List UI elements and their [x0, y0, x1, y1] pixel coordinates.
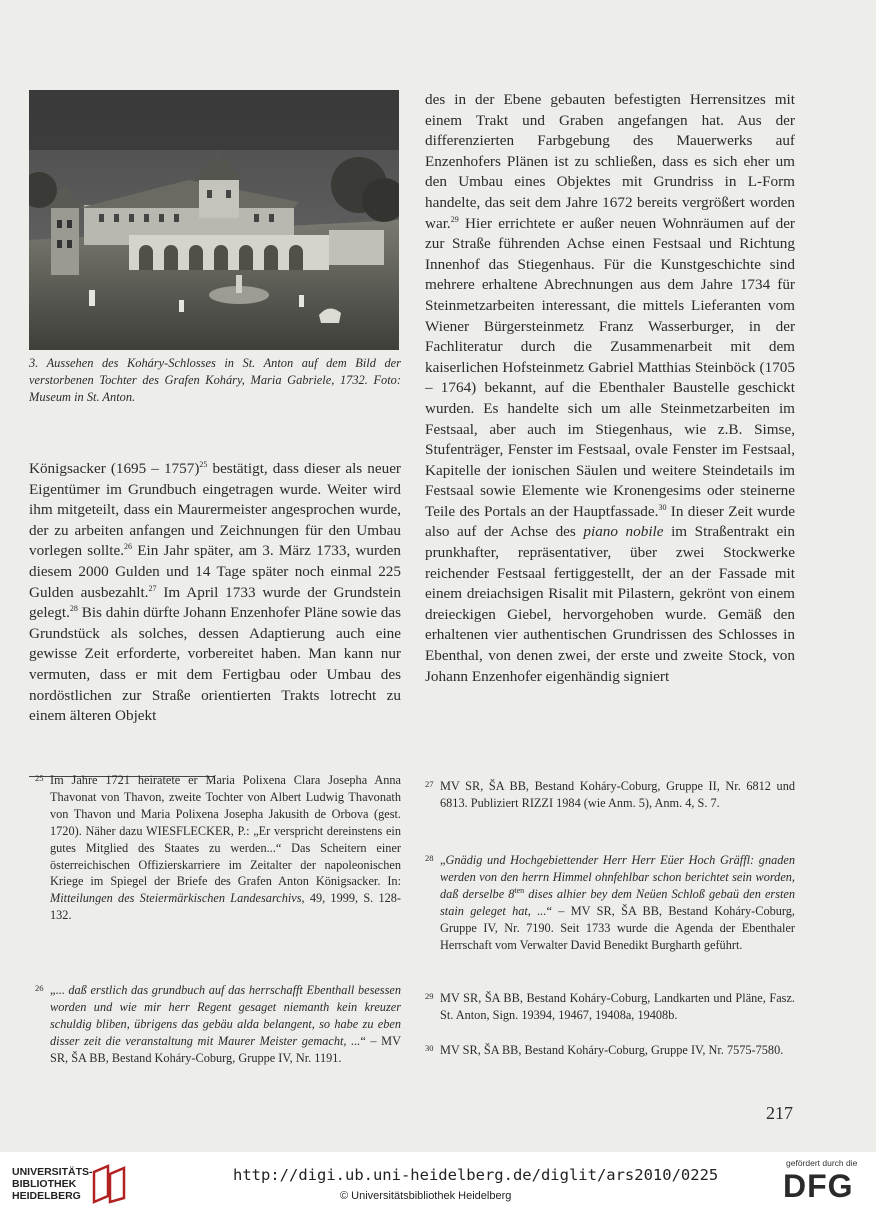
library-emblem-icon — [92, 1164, 126, 1204]
footnote-text: “ – MV SR, ŠA BB, Bestand Koháry-Coburg, Gruppe IV, Nr. 7190. Seit 1733 wurde die Agenda der Ebenthaler Herrschaft vom Verwalter David Benedikt Burgharth geführt. — [440, 903, 795, 952]
library-logo[interactable] — [12, 1166, 93, 1202]
library-name-line: UNIVERSITÄTS- — [12, 1166, 93, 1178]
footnote-text: MV SR, ŠA BB, Bestand Koháry-Coburg, Gruppe II, Nr. 6812 und 6813. Publiziert RIZZI 1984 (wie Anm. 5), Anm. 4, S. 7. — [440, 779, 795, 810]
digitization-footer — [0, 1152, 876, 1214]
dfg-logo[interactable]: DFG — [783, 1168, 854, 1204]
permalink-url[interactable]: http://digi.ub.uni-heidelberg.de/diglit/ars2010/0225 — [233, 1166, 719, 1184]
footnote-25 — [35, 772, 401, 924]
left-paragraph — [29, 459, 401, 727]
library-name-line: HEIDELBERG — [12, 1190, 81, 1202]
footnote-text: „ — [440, 853, 446, 867]
footnote-text: Im Jahre 1721 heiratete er Maria Polixena Clara Josepha Anna Thavonat von Thavon, zweite Tochter von Albert Ludwig Thavonath von Thavon und Maria Polixena Josepha Jakusith de Orbova (gest. 1720). Näher dazu WIESFLECKER, P.: „Er verspricht dereinstens ein gutes Mitglied des Staates zu werden...“ Das Scheitern einer österreichischen Offizierskarriere im Zeitalter der napoleonischen Kriege im Spiegel der Briefe des Grafen Anton Königsacker. In: — [50, 773, 401, 889]
footnote-number: 29 — [425, 991, 434, 1001]
footnote-number: 28 — [425, 853, 434, 863]
castle-painting-figure — [29, 90, 399, 350]
copyright-notice: © Universitätsbibliothek Heidelberg — [340, 1190, 512, 1202]
figure-caption: 3. Aussehen des Koháry-Schlosses in St. Anton auf dem Bild der verstorbenen Tochter des Grafen Koháry, Maria Gabriele, 1732. Foto: Museum in St. Anton. — [29, 356, 401, 404]
library-name-line: BIBLIOTHEK — [12, 1178, 77, 1190]
footnote-number: 27 — [425, 779, 434, 789]
footnote-text: , 49, 1999, S. 128-132. — [50, 891, 401, 923]
footnote-number: 25 — [35, 773, 44, 783]
italic-term: piano nobile — [583, 523, 664, 541]
text-run: Hier errichtete er außer neuen Wohnräumen auf der zur Straße führenden Achse einen Festsaal und Richtung Innenhof das Stiegenhaus. Für die Kunstgeschichte sind mehrere erhaltene Abrechnungen aus dem Jahre 1734 für Steinmetzarbeiten interessant, die mittels Lieferanten vom Wiener Bürgersteinmetz Franz Wasserburger, in der Fachliteratur durch die Zusammenarbeit mit dem kaiserlichen Hofsteinmetz Gabriel Matthias Steinböck (1705 – 1764) bekannt, auf die Ebenthaler Baustelle geschickt wurden. Es handelte sich um alle Steinmetzarbeiten im Festsaal, aber auch im Stiegenhaus, wie z.B. Simse, Stufenträger, Fenster im Festsaal, ovale Fenster im Festsaal, Kapitelle der ionischen Säulen und weitere Steindetails im Festsaal sowie Elemente wie Kronengesims oder steinerne Teile des Portals an der Hauptfassade. — [425, 214, 795, 520]
footnote-ref[interactable]: 29 — [450, 214, 459, 224]
footnote-italic: dises alhier bey dem Neüen Schloß gebaü den ersten stain geleget hat, ... — [440, 886, 795, 918]
footnote-italic: Mitteilungen des Steiermärkischen Landesarchivs — [50, 891, 302, 906]
footnote-ref[interactable]: 30 — [658, 502, 667, 512]
footnote-number: 30 — [425, 1043, 434, 1053]
footnote-superscript: ten — [514, 885, 525, 895]
footnote-text: MV SR, ŠA BB, Bestand Koháry-Coburg, Landkarten und Pläne, Fasz. St. Anton, Sign. 19394, 19467, 19408a, 19408b. — [440, 991, 795, 1022]
footnote-29 — [425, 990, 795, 1024]
text-run: Ein Jahr später, am 3. März 1733, wurden diesem 2000 Gulden und 14 Tage später noch einmal 225 Gulden ausbezahlt. — [29, 542, 401, 601]
text-run: im Straßentrakt ein prunkhafter, repräsentativer, über zwei Stockwerke reichender Festsaal fertiggestellt, der an der Fassade mit einem dreiachsigen Risalit mit Pilastern, gekrönt von einem dreieckigen Giebel, hervorgehoben wurde. Gemäß den erhaltenen vier authentischen Grundrissen des Schlosses in Ebenthal, von denen zwei, der erste und zweite Stock, von Johann Enzenhofer eigenhändig signiert — [425, 523, 795, 685]
footnote-text: „... — [50, 983, 69, 997]
text-run: des in der Ebene gebauten befestigten Herrensitzes mit einem Trakt und Graben angefangen hat. Aus der differenzierten Farbgebung des Mauerwerks auf Enzenhofers Plänen ist zu schließen, dass es sich eher um den Umbau eines Objektes mit Grundriss in L-Form handelte, das seit dem Jahre 1672 bereits vergrößert worden war. — [425, 91, 795, 232]
right-column-text — [425, 90, 795, 687]
footnote-28 — [425, 852, 795, 953]
footnote-26 — [35, 982, 401, 1067]
text-run: In dieser Zeit wurde also auf der Achse des — [425, 502, 796, 541]
footnote-ref[interactable]: 27 — [148, 583, 157, 593]
footnote-ref[interactable]: 25 — [199, 459, 208, 469]
footnote-italic: daß erstlich das grundbuch auf das herrschafft Ebenthall besessen worden und wie mir herr Regent gesaget niemanth kein kreuzer schuldig bliben, übrigens das gebäu alda belangent, so habe zu eben disser zeit die veranstaltung mit Maurer Meister gemacht, ... — [50, 983, 401, 1048]
footnote-ref[interactable]: 28 — [69, 604, 78, 614]
page-number: 217 — [766, 1103, 793, 1123]
left-column-text — [29, 459, 401, 727]
footnote-text: MV SR, ŠA BB, Bestand Koháry-Coburg, Gruppe IV, Nr. 7575-7580. — [440, 1043, 784, 1057]
text-run: Im April 1733 wurde der Grundstein gelegt. — [29, 583, 401, 622]
text-run: Bis dahin dürfte Johann Enzenhofer Pläne sowie das Grundstück als solches, dessen Adaptierung auch eine gewisse Zeit erforderte, vorbereitet haben. Man kann nur vermuten, dass er mit dem Fertigbau oder Umbau des nordöstlichen zur Straße orientierten Trakts lotrecht zu einem älteren Objekt — [29, 604, 401, 725]
footnote-number: 26 — [35, 983, 44, 993]
text-run: bestätigt, dass dieser als neuer Eigentümer im Grundbuch eingetragen wurde. Weiter wird ihm mitgeteilt, dass ein Maurermeister angesprochen wurde, der zu arbeiten anfangen und Zeichnungen für den Umbau vorlegen sollte. — [29, 460, 401, 560]
footnote-italic: Gnädig und Hochgebiettender Herr Herr Eüer Hoch Gräffl: gnaden werden von den herrn Himmel ohnfehlbar schon berichtet sein worden, daß derselbe 8 — [440, 853, 795, 901]
footnote-text: “ – MV SR, ŠA BB, Bestand Koháry-Coburg, Gruppe IV, Nr. 1191. — [50, 1033, 401, 1065]
castle-painting-image — [29, 90, 399, 350]
right-paragraph — [425, 90, 795, 687]
footnote-27 — [425, 778, 795, 812]
text-run: Königsacker (1695 – 1757) — [29, 460, 200, 477]
footnote-30 — [425, 1042, 795, 1059]
footnote-ref[interactable]: 26 — [124, 542, 133, 552]
dfg-funding-label: gefördert durch die — [786, 1158, 858, 1168]
